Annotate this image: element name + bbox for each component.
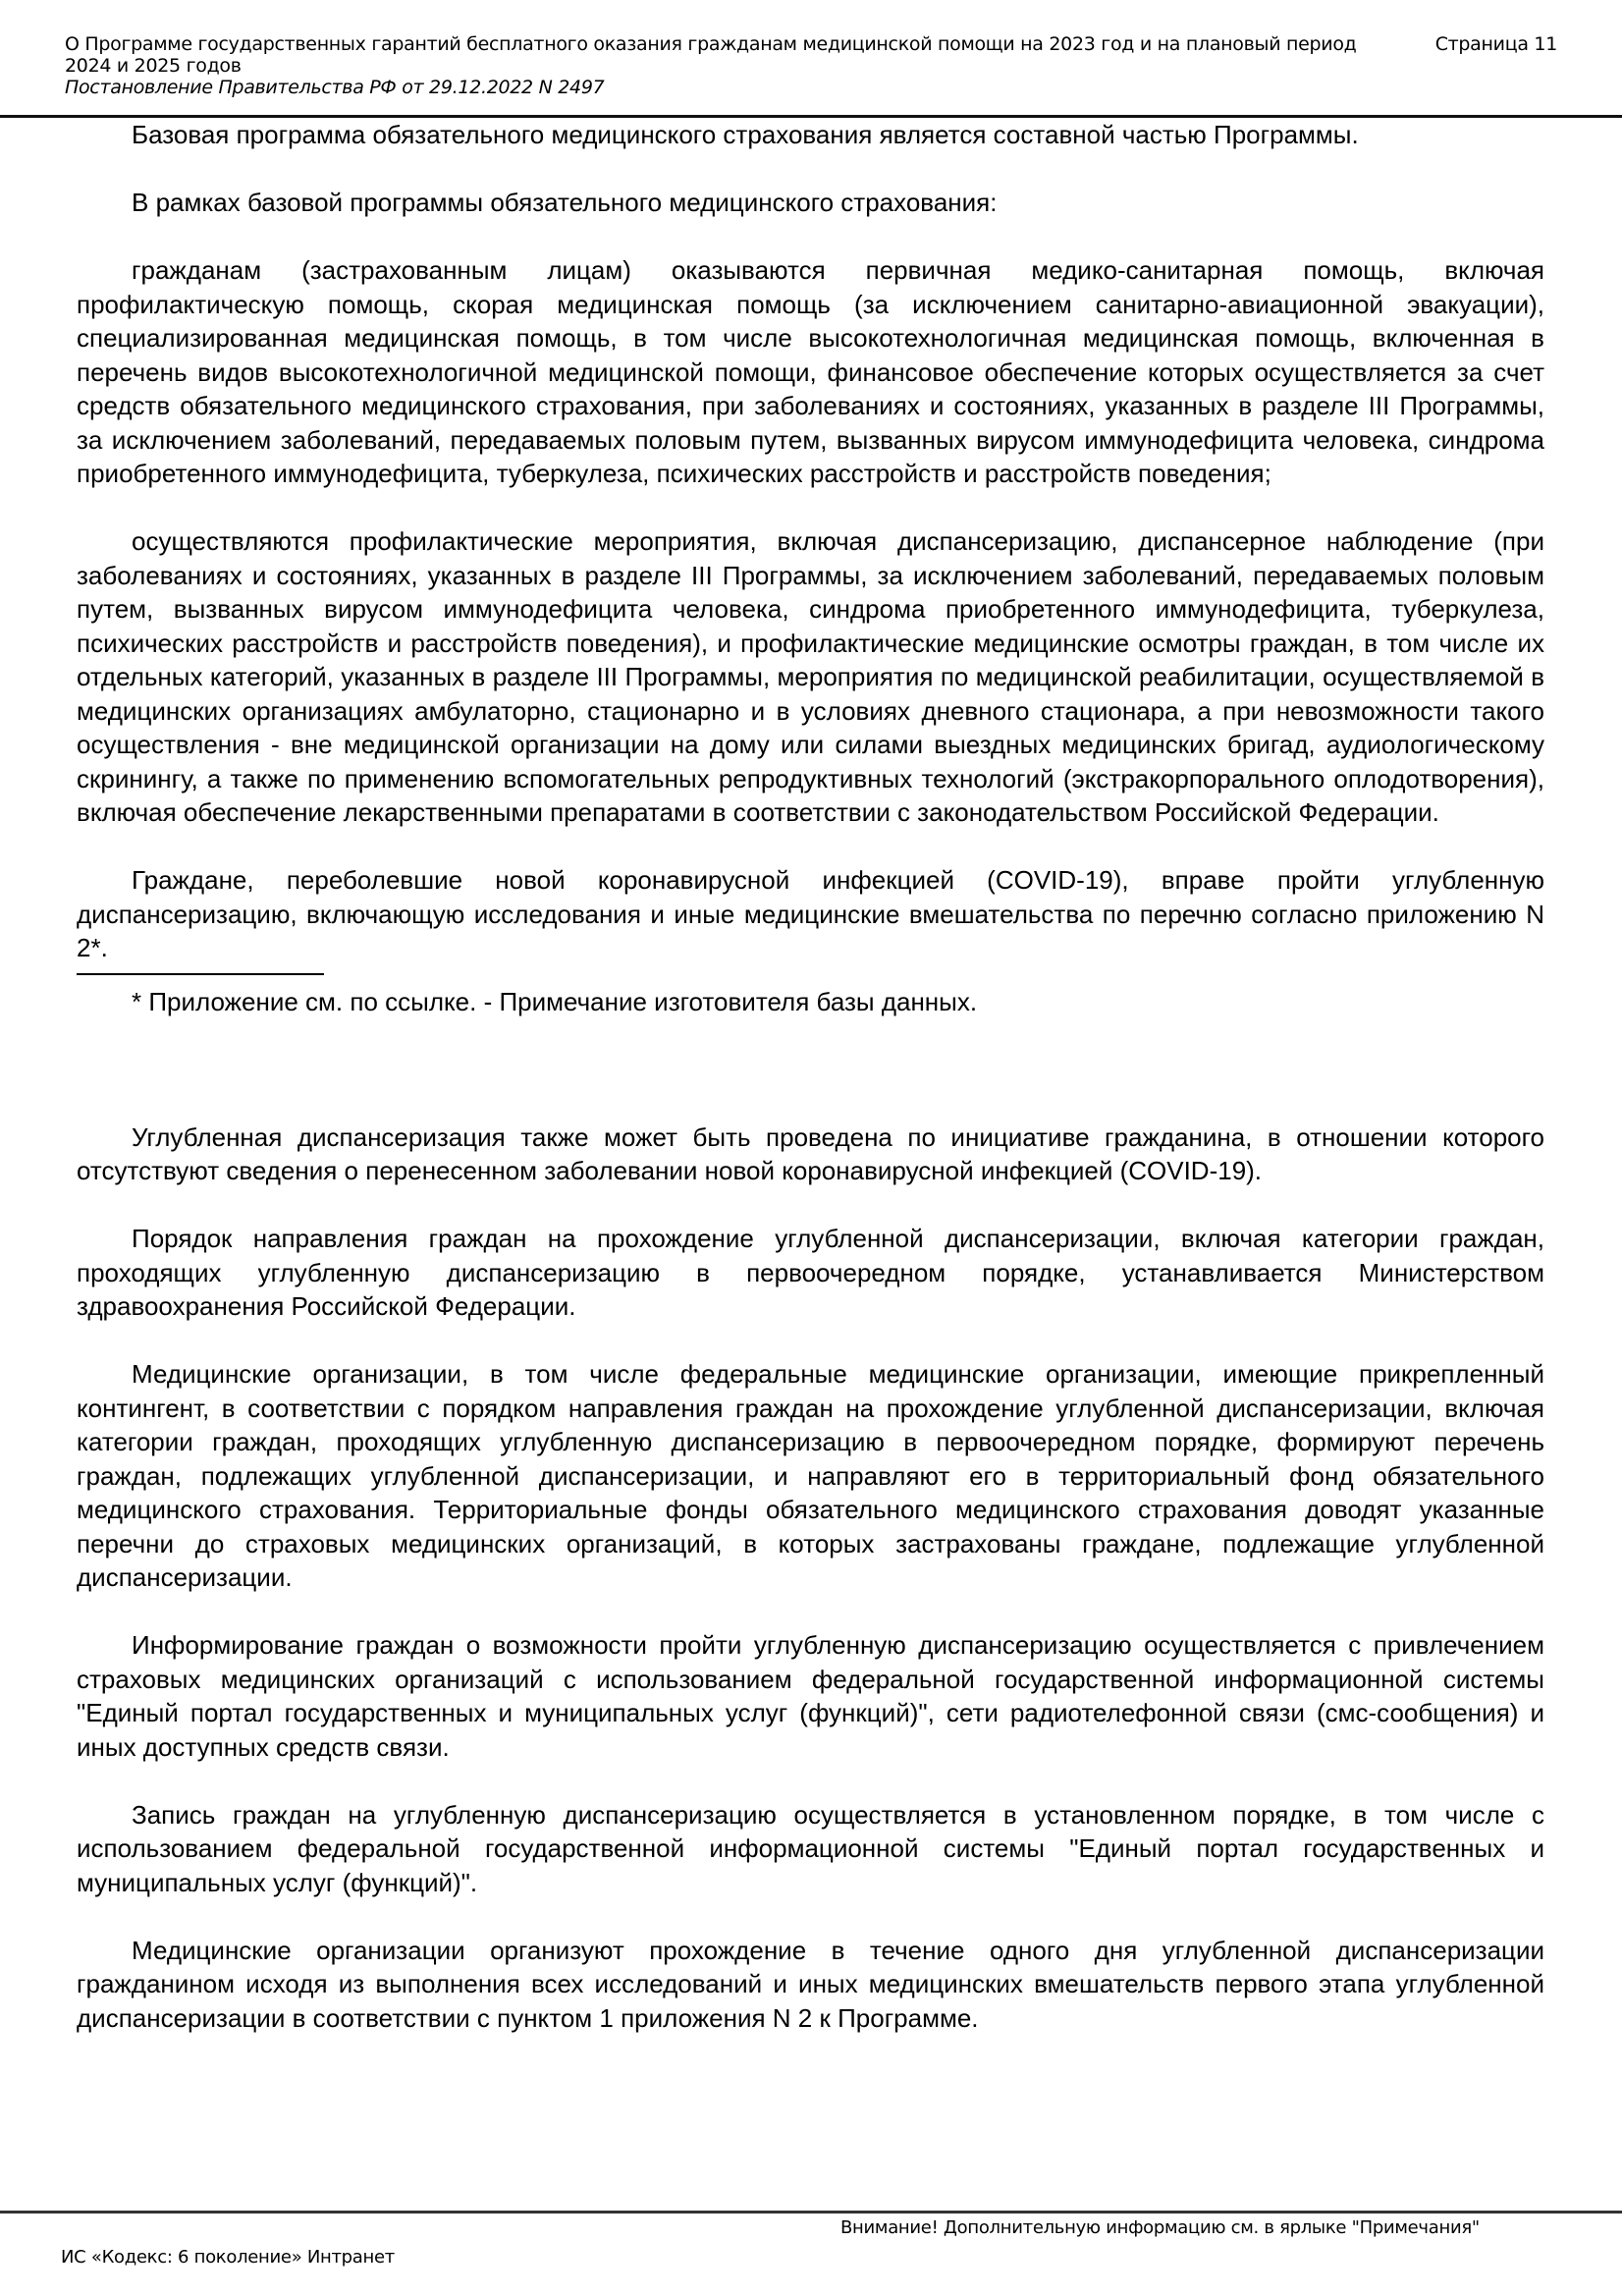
paragraph: Базовая программа обязательного медицинского страхования является составной частью Программы. (132, 120, 1359, 149)
page-header (65, 33, 1557, 98)
page-number: Страница 11 (1434, 33, 1557, 55)
paragraph: Граждане, переболевшие новой коронавирусной инфекцией (COVID-19), вправе пройти углубленную диспансеризацию, включающую исследования и иные медицинские вмешательства по перечню согласно приложению N 2*. (77, 865, 1544, 962)
document-title: О Программе государственных гарантий бесплатного оказания гражданам медицинской помощи на 2023 год и на плановый период 2024 и 2025 годов (65, 33, 1357, 77)
paragraph: Порядок направления граждан на прохождение углубленной диспансеризации, включая категории граждан, проходящих углубленную диспансеризацию в первоочередном порядке, устанавливается Министерством здравоохранения Российской Федерации. (77, 1224, 1544, 1321)
footer-divider (0, 2211, 1622, 2214)
footnote-divider (77, 973, 324, 975)
paragraph: Информирование граждан о возможности пройти углубленную диспансеризацию осуществляется с привлечением страховых медицинских организаций с использованием федеральной государственной информационной системы "Единый портал государственных и муниципальных услуг (функций)", сети радиотелефонной связи (смс-сообщения) и иных доступных средств связи. (77, 1630, 1544, 1762)
notes-notice: Внимание! Дополнительную информацию см. в ярлыке "Примечания" (840, 2217, 1480, 2238)
paragraph: гражданам (застрахованным лицам) оказываются первичная медико-санитарная помощь, включая профилактическую помощь, скорая медицинская помощь (за исключением санитарно-авиационной эвакуации), специализированная медицинская помощь, в том числе высокотехнологичная медицинская помощь, включенная в перечень видов высокотехнологичной медицинской помощи, финансовое обеспечение которых осуществляется за счет средств обязательного медицинского страхования, при заболеваниях и состояниях, указанных в разделе III Программы, за исключением заболеваний, передаваемых половым путем, вызванных вирусом иммунодефицита человека, синдрома приобретенного иммунодефицита, туберкулеза, психических расстройств и расстройств поведения; (77, 255, 1544, 488)
paragraph: осуществляются профилактические мероприятия, включая диспансеризацию, диспансерное наблюдение (при заболеваниях и состояниях, указанных в разделе III Программы, за исключением заболеваний, передаваемых половым путем, вызванных вирусом иммунодефицита человека, синдрома приобретенного иммунодефицита, туберкулеза, психических расстройств и расстройств поведения), и профилактические медицинские осмотры граждан, в том числе их отдельных категорий, указанных в разделе III Программы, мероприятия по медицинской реабилитации, осуществляемой в медицинских организациях амбулаторно, стационарно и в условиях дневного стационара, а при невозможности такого осуществления - вне медицинской организации на дому или силами выездных медицинских бригад, аудиологическому скринингу, а также по применению вспомогательных репродуктивных технологий (экстракорпорального оплодотворения), включая обеспечение лекарственными препаратами в соответствии с законодательством Российской Федерации. (77, 526, 1544, 827)
paragraph: Медицинские организации, в том числе федеральные медицинские организации, имеющие прикрепленный контингент, в соответствии с порядком направления граждан на прохождение углубленной диспансеризации, включая категории граждан, проходящих углубленную диспансеризацию в первоочередном порядке, формируют перечень граждан, подлежащих углубленной диспансеризации, и направляют его в территориальный фонд обязательного медицинского страхования. Территориальные фонды обязательного медицинского страхования доводят указанные перечни до страховых медицинских организаций, в которых застрахованы граждане, подлежащие углубленной диспансеризации. (77, 1359, 1544, 1592)
footer-brand: ИС «Кодекс: 6 поколение» Интранет (61, 2247, 395, 2268)
decree-reference: Постановление Правительства РФ от 29.12.2022 N 2497 (65, 77, 605, 98)
paragraph: Углубленная диспансеризация также может быть проведена по инициативе гражданина, в отношении которого отсутствуют сведения о перенесенном заболевании новой коронавирусной инфекцией (COVID-19). (77, 1121, 1544, 1185)
paragraph: В рамках базовой программы обязательного медицинского страхования: (132, 188, 998, 217)
paragraph: Запись граждан на углубленную диспансеризацию осуществляется в установленном порядке, в том числе с использованием федеральной государственной информационной системы "Единый портал государственных и муниципальных услуг (функций)". (77, 1799, 1544, 1897)
paragraph: Медицинские организации организуют прохождение в течение одного дня углубленной диспансеризации гражданином исходя из выполнения всех исследований и иных медицинских вмешательств первого этапа углубленной диспансеризации в соответствии с пунктом 1 приложения N 2 к Программе. (77, 1935, 1544, 2033)
footnote: * Приложение см. по ссылке. - Примечание изготовителя базы данных. (132, 986, 978, 1016)
document-body (77, 118, 1544, 2035)
